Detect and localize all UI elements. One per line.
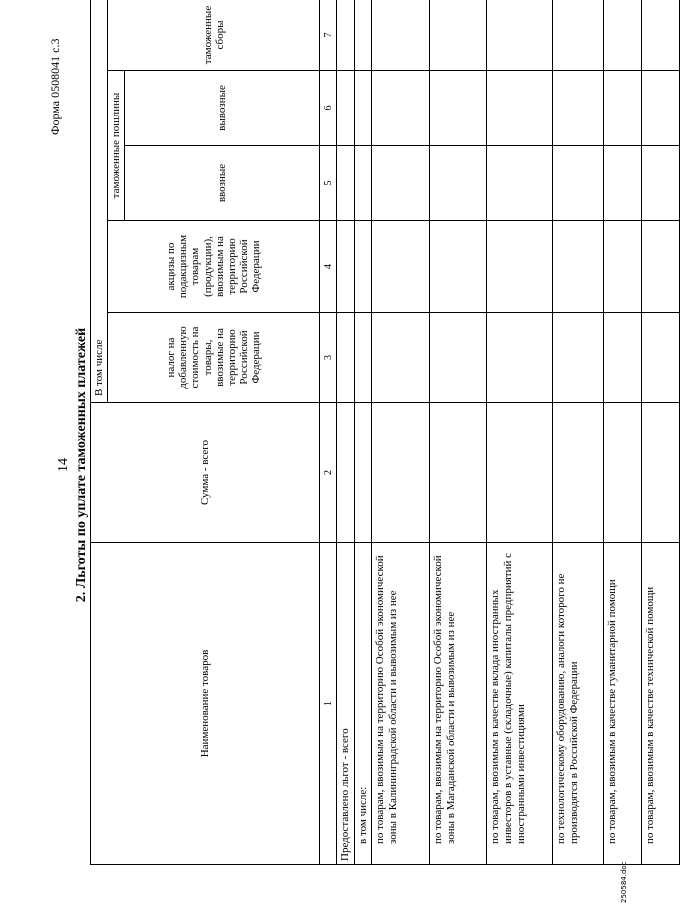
- table-cell: [553, 0, 604, 71]
- table-cell: [372, 221, 430, 313]
- table-cell: [604, 71, 642, 146]
- table-cell: [354, 403, 372, 543]
- row-label: в том числе:: [354, 543, 372, 865]
- header-export: вывозные: [125, 71, 320, 146]
- table-cell: [337, 146, 355, 221]
- column-number: 5: [320, 146, 337, 221]
- header-import: ввозные: [125, 146, 320, 221]
- column-number: 1: [320, 543, 337, 865]
- row-label: Предоставлено льгот - всего: [337, 543, 355, 865]
- column-number: 6: [320, 71, 337, 146]
- table-cell: [372, 403, 430, 543]
- table-cell: [553, 71, 604, 146]
- table-cell: [430, 71, 487, 146]
- table-cell: [337, 313, 355, 403]
- row-label: по товарам, ввозимым в качестве технической помощи: [642, 543, 680, 865]
- row-label: по технологическому оборудованию, аналоги которого не производятся в Российской Федерации: [553, 543, 604, 865]
- table-cell: [604, 0, 642, 71]
- column-number: 3: [320, 313, 337, 403]
- table-cell: [553, 146, 604, 221]
- table-cell: [487, 313, 553, 403]
- table-cell: [642, 0, 680, 71]
- table-cell: [430, 221, 487, 313]
- table-cell: [642, 221, 680, 313]
- table-cell: [430, 403, 487, 543]
- table-cell: [430, 0, 487, 71]
- table-cell: [604, 146, 642, 221]
- table-cell: [430, 146, 487, 221]
- header-name: Наименование товаров: [91, 543, 320, 865]
- table-cell: [553, 313, 604, 403]
- footer-file-note: 250584.doc: [620, 861, 628, 903]
- table-cell: [553, 221, 604, 313]
- table-cell: [487, 403, 553, 543]
- table-cell: [354, 146, 372, 221]
- table-cell: [642, 313, 680, 403]
- header-customs-fees: таможенные сборы: [108, 0, 320, 71]
- table-cell: [354, 0, 372, 71]
- column-number: 7: [320, 0, 337, 71]
- table-cell: [487, 0, 553, 71]
- header-total: Сумма - всего: [91, 403, 320, 543]
- column-number: 4: [320, 221, 337, 313]
- table-cell: [604, 313, 642, 403]
- table-cell: [354, 313, 372, 403]
- header-excise: акцизы по подакцизным товарам (продукции), ввозимым на территорию Российской Федерации: [108, 221, 320, 313]
- table-cell: [642, 146, 680, 221]
- form-code: Форма 0508041 с.3: [48, 38, 62, 135]
- table-cell: [553, 403, 604, 543]
- table-cell: [372, 146, 430, 221]
- header-vat: налог на добавленную стоимость на товары, ввозимые на территорию Российской Федерации: [108, 313, 320, 403]
- section-title: 2. Льготы по уплате таможенных платежей: [74, 327, 89, 603]
- table-cell: [642, 71, 680, 146]
- table-cell: [372, 0, 430, 71]
- table-cell: [372, 71, 430, 146]
- table-cell: [604, 403, 642, 543]
- header-customs-duties: таможенные пошлины: [108, 71, 125, 221]
- row-label: по товарам, ввозимым в качестве вклада иностранных инвесторов в уставные (складочные) капиталы предприятий с иностранными инвестициями: [487, 543, 553, 865]
- row-label: по товарам, ввозимым на территорию Особой экономической зоны в Магаданской области и вывозимым из нее: [430, 543, 487, 865]
- table-cell: [354, 71, 372, 146]
- table-cell: [487, 221, 553, 313]
- row-label: по товарам, ввозимым на территорию Особой экономической зоны в Калининградской области и вывозимым из нее: [372, 543, 430, 865]
- header-including: В том числе: [91, 0, 108, 403]
- table-cell: [430, 313, 487, 403]
- table-cell: [372, 313, 430, 403]
- table-cell: [642, 403, 680, 543]
- table-cell: [487, 146, 553, 221]
- page-number: 14: [56, 458, 71, 472]
- table-cell: [487, 71, 553, 146]
- table-cell: [337, 0, 355, 71]
- table-cell: [337, 221, 355, 313]
- column-number: 2: [320, 403, 337, 543]
- table-cell: [354, 221, 372, 313]
- benefits-table: [90, 0, 680, 865]
- table-cell: [337, 71, 355, 146]
- table-cell: [337, 403, 355, 543]
- row-label: по товарам, ввозимым в качестве гуманитарной помощи: [604, 543, 642, 865]
- table-cell: [604, 221, 642, 313]
